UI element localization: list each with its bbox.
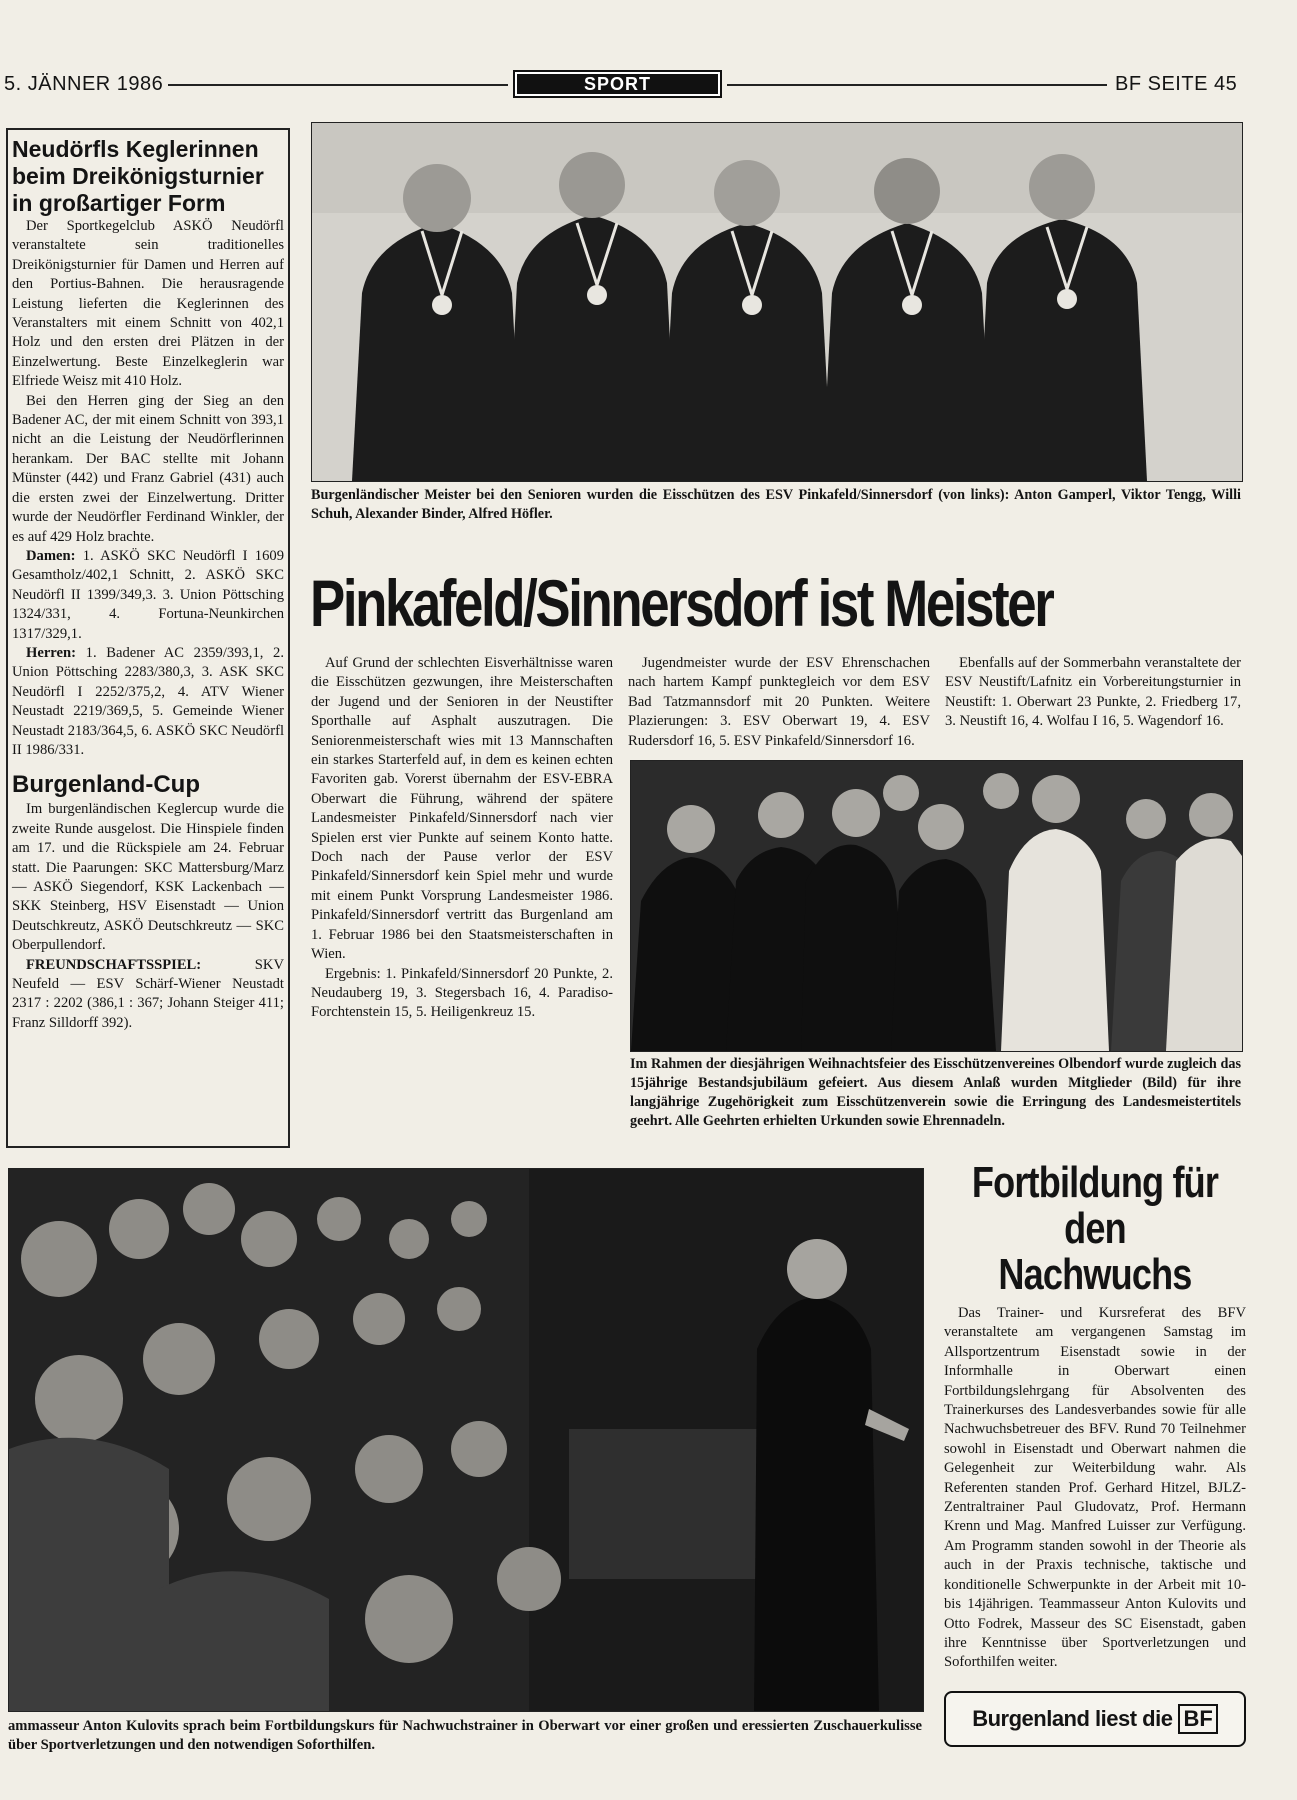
left-headline: Neudörfls Keglerinnen beim Dreikönigsturnier in großartiger Form bbox=[12, 136, 264, 216]
main-paragraph-4: Ebenfalls auf der Sommerbahn veranstaltete der ESV Neustift/Lafnitz ein Vorbereitungsturnier in Neustift: 1. Oberwart 23 Punkte, 2. Friedberg 17, 3. Neustift 16, 4. Wolfau I 16, 5. Wagendorf 16. bbox=[945, 655, 1241, 730]
main-headline: Pinkafeld/Sinnersdorf ist Meister bbox=[310, 566, 1053, 640]
cup-paragraph: Im burgenländischen Keglercup wurde die zweite Runde ausgelost. Die Hinspiele finden am 17. und die Rückspiele am 24. Februar statt. Die Paarungen: SKC Mattersburg/Marz — ASKÖ Siegendorf, KSK Lackenbach — SKK Steinberg, HSV Eisenstadt — Union Deutschkreutz, ASKÖ Deutschkreutz — SKC Oberpullendorf. bbox=[12, 801, 284, 954]
main-article-col-3 bbox=[945, 654, 1241, 732]
bf-logo: BF bbox=[1178, 1704, 1217, 1734]
bf-promo-badge bbox=[944, 1691, 1246, 1747]
damen-results: 1. ASKÖ SKC Neudörfl I 1609 Gesamtholz/402,1 Schnitt, 2. ASKÖ SKC Neudörfl II 1399/349,3. 3. Union Pöttsching 1324/331, 4. Fortuna-Neunkirchen 1317/329,1. bbox=[12, 547, 284, 642]
side-headline-line-2: den Nachwuchs bbox=[998, 1204, 1192, 1299]
left-article-box bbox=[6, 128, 290, 1148]
main-paragraph-1: Auf Grund der schlechten Eisverhältnisse waren die Eisschützen gezwungen, ihre Meisterschaften der Jugend und der Senioren in der Neustifter Sporthalle auf Asphalt auszutragen. Die Seniorenmeisterschaft wies mit 13 Mannschaften ein starkes Starterfeld auf, in dem es keinen echten Favoriten gab. Vorerst übernahm der ESV-EBRA Oberwart die Führung, während der spätere Landesmeister Pinkafeld/Sinnersdorf nach vier Spielen erst vier Punkte auf seinem Konto hatte. Doch nach der Pause verlor der ESV Pinkafeld/Sinnersdorf kein Spiel mehr und wurde mit einem Punkt Vorsprung Landesmeister 1986. Pinkafeld/Sinnersdorf vertritt das Burgenland am 1. Februar 1986 bei den Staatsmeisterschaften in Wien. bbox=[311, 655, 613, 963]
herren-results: 1. Badener AC 2359/393,1, 2. Union Pöttsching 2283/380,3, 3. ASK SKC Neudörfl I 2252/375,2, 4. ATV Wiener Neustadt 2219/369,5, 5. Gemeinde Wiener Neustadt 2183/364,5, 6. ASKÖ SKC Neudörfl II 1986/331. bbox=[12, 644, 284, 758]
page-number: BF SEITE 45 bbox=[1115, 73, 1238, 95]
seminar-photo-caption: ammasseur Anton Kulovits sprach beim Fortbildungskurs für Nachwuchstrainer in Oberwart vor einer großen und eressierten Zuschauerkulisse über Sportverletzungen und den notwendigen Soforthilfen. bbox=[8, 1718, 922, 1753]
results-herren bbox=[12, 644, 284, 760]
main-paragraph-2: Ergebnis: 1. Pinkafeld/Sinnersdorf 20 Punkte, 2. Neudauberg 19, 3. Stegersbach 16, 4. Paradiso-Forchtenstein 15, 5. Heiligenkreuz 15. bbox=[311, 965, 613, 1021]
team-photo bbox=[311, 122, 1243, 482]
side-paragraph: Das Trainer- und Kursreferat des BFV veranstaltete am vergangenen Samstag im Allsportzentrum Eisenstadt sowie in der Informhalle in Oberwart einen Fortbildungslehrgang für Absolventen des Trainerkurses des Landesverbandes sowie für alle Nachwuchsbetreuer des BFV. Rund 70 Teilnehmer sowohl in Eisenstadt und Oberwart nahmen die Gelegenheit zur Weiterbildung wahr. Als Referenten standen Prof. Gerhard Hitzel, BJLZ-Zentraltrainer Paul Gludovatz, Prof. Hermann Krenn und Mag. Manfred Luisser zur Verfügung. Am Programm standen sowohl in der Theorie als auch in der Praxis technische, taktische und konditionelle Schwerpunkte in der Arbeit mit 10- bis 14jährigen. Teammasseur Anton Kulovits und Otto Fodrek, Masseur des SC Eisenstadt, gaben ihre Kenntnisse über Sportverletzungen und Soforthilfen weiter. bbox=[944, 1305, 1246, 1671]
main-paragraph-3: Jugendmeister wurde der ESV Ehrenschachen nach hartem Kampf punktegleich vor dem ESV Bad Tatzmannsdorf mit 20 Punkten. Weitere Plazierungen: 3. ESV Oberwart 19, 4. ESV Rudersdorf 16, 5. ESV Pinkafeld/Sinnersdorf 16. bbox=[628, 655, 930, 749]
left-paragraph-1: Der Sportkegelclub ASKÖ Neudörfl veranstaltete sein traditionelles Dreikönigsturnier für Damen und Herren auf den Portius-Bahnen. Die herausragende Leistung lieferten die Keglerinnen des Veranstalters mit einem Schnitt von 402,1 Holz und den ersten drei Plätzen in der Einzelwertung. Beste Einzelkeglerin war Elfriede Weisz mit 410 Holz. bbox=[12, 218, 284, 390]
cup-headline: Burgenland-Cup bbox=[12, 771, 200, 799]
friendly-label: FREUNDSCHAFTSSPIEL: bbox=[26, 956, 202, 973]
bf-promo-text: Burgenland liest die bbox=[972, 1706, 1173, 1731]
left-paragraph-2: Bei den Herren ging der Sieg an den Badener AC, der mit einem Schnitt von 393,1 nicht an die Leistung der Neudörflerinnen herankam. Der BAC stellte mit Johann Münster (442) und Franz Gabriel (431) auch die ersten zwei der Einzelwertung. Dritter wurde der Neudörfler Ferdinand Winkler, der es auf 429 Holz brachte. bbox=[12, 392, 284, 545]
friendly-text: SKV Neufeld — ESV Schärf-Wiener Neustadt 2317 : 2202 (386,1 : 367; Johann Steiger 411; Franz Silldorff 392). bbox=[12, 956, 284, 1031]
side-article bbox=[944, 1160, 1246, 1673]
team-photo-caption: Burgenländischer Meister bei den Senioren wurden die Eisschützen des ESV Pinkafeld/Sinnersdorf (von links): Anton Gamperl, Viktor Tengg, Willi Schuh, Alexander Binder, Alfred Höfler. bbox=[311, 487, 1241, 522]
seminar-photo bbox=[8, 1168, 924, 1712]
masthead-rule-right bbox=[727, 84, 1107, 86]
masthead-rule-left bbox=[168, 84, 508, 86]
damen-label: Damen: bbox=[26, 547, 76, 564]
herren-label: Herren: bbox=[26, 644, 76, 661]
main-article-col-1 bbox=[311, 654, 613, 1023]
section-label: SPORT bbox=[517, 74, 718, 94]
section-box bbox=[513, 70, 722, 98]
friendly-result bbox=[12, 956, 284, 1034]
issue-date: 5. JÄNNER 1986 bbox=[4, 73, 164, 95]
side-headline-line-1: Fortbildung für bbox=[971, 1158, 1219, 1207]
main-article-col-2 bbox=[628, 654, 930, 751]
club-photo bbox=[630, 760, 1243, 1052]
results-damen bbox=[12, 547, 284, 644]
club-photo-caption: Im Rahmen der diesjährigen Weihnachtsfeier des Eisschützenvereines Olbendorf wurde zugleich das 15jährige Bestandsjubiläum gefeiert. Aus diesem Anlaß wurden Mitglieder (Bild) für ihre langjährige Zugehörigkeit zum Eisschützenverein sowie die Erringung des Landesmeistertitels geehrt. Alle Geehrten erhielten Urkunden sowie Ehrennadeln. bbox=[630, 1056, 1241, 1129]
